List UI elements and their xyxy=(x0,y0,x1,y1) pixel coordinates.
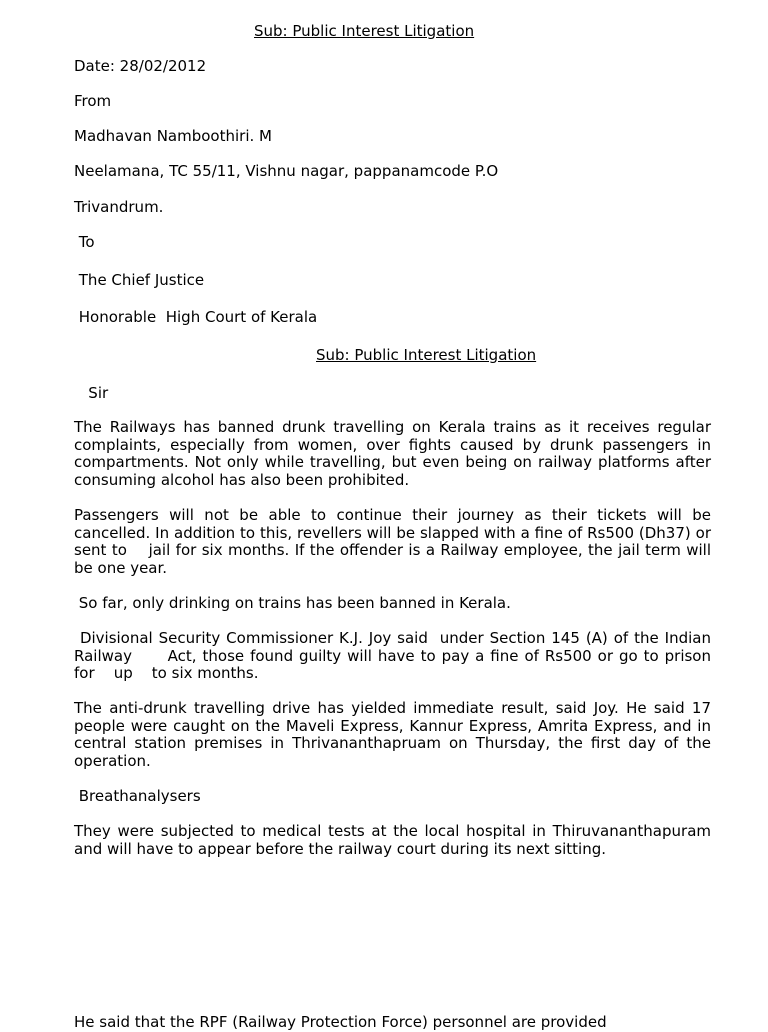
salutation: Sir xyxy=(74,384,109,402)
body-paragraph: They were subjected to medical tests at the local hospital in Thiruvananthapuram and will have to appear before the railway court during its next sitting. xyxy=(74,822,716,858)
body-paragraph: The Railways has banned drunk travelling on Kerala trains as it receives regular complaints, especially from women, over fights caused by drunk passengers in compartments. Not only while travelling, but even being on railway platforms after consuming alcohol has also been prohibited. xyxy=(74,418,726,489)
sender-address: Neelamana, TC 55/11, Vishnu nagar, pappanamcode P.O xyxy=(74,162,499,180)
recipient-court: Honorable High Court of Kerala xyxy=(74,308,318,326)
body-paragraph: Passengers will not be able to continue their journey as their tickets will be cancelled. In addition to this, revellers will be slapped with a fine of Rs500 (Dh37) or sent to jail for six months. If the offender is a Railway employee, the jail term will be one year. xyxy=(74,506,716,577)
body-paragraph: Divisional Security Commissioner K.J. Joy said under Section 145 (A) of the Indian Railway Act, those found guilty will have to pay a fine of Rs500 or go to prison for up to six months. xyxy=(74,629,716,683)
body-paragraph: The anti-drunk travelling drive has yielded immediate result, said Joy. He said 17 people were caught on the Maveli Express, Kannur Express, Amrita Express, and in central station premises in Thrivananthapruam on Thursday, the first day of the operation. xyxy=(74,699,731,770)
section-heading: Breathanalysers xyxy=(74,787,201,805)
subject-heading: Sub: Public Interest Litigation xyxy=(316,346,537,364)
from-label: From xyxy=(74,92,112,110)
body-paragraph: He said that the RPF (Railway Protection Force) personnel are provided xyxy=(74,1013,607,1031)
to-label: To xyxy=(74,233,95,251)
body-paragraph: So far, only drinking on trains has been banned in Kerala. xyxy=(74,594,511,612)
recipient-title: The Chief Justice xyxy=(74,271,205,289)
sender-city: Trivandrum. xyxy=(74,198,164,216)
letter-date: Date: 28/02/2012 xyxy=(74,57,207,75)
sender-name: Madhavan Namboothiri. M xyxy=(74,127,272,145)
top-subject-heading: Sub: Public Interest Litigation xyxy=(254,22,475,40)
